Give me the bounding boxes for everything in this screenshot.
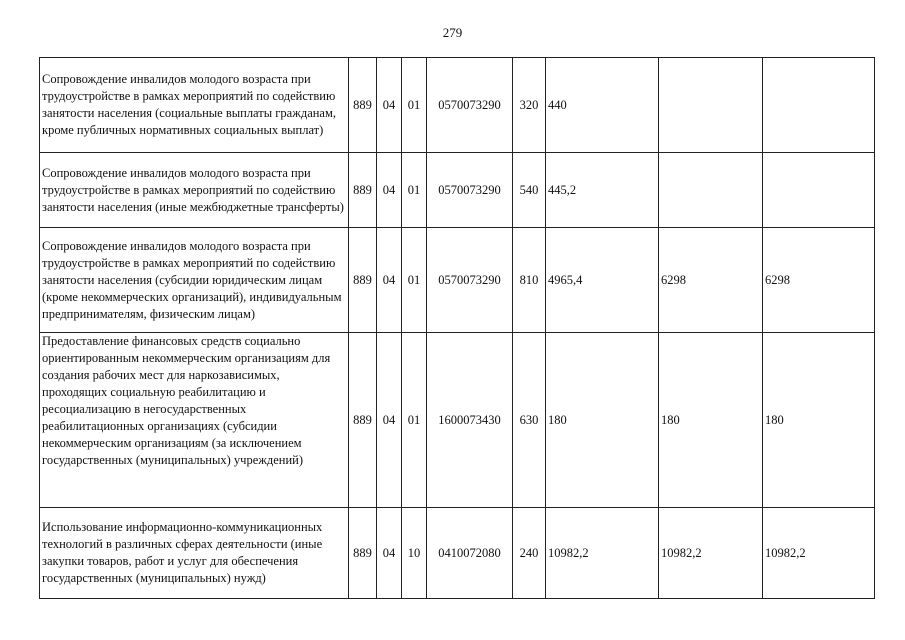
section-code: 04 — [377, 228, 402, 333]
ministry-code: 889 — [349, 153, 377, 228]
ministry-code: 889 — [349, 333, 377, 508]
row-description: Использование информационно-коммуникационных технологий в различных сферах деятельности (иные закупки товаров, работ и услуг для обеспечения государственных (муниципальных) нужд) — [40, 508, 349, 599]
target-article-code: 0570073290 — [427, 58, 513, 153]
target-article-code: 0410072080 — [427, 508, 513, 599]
amount-year-3 — [763, 58, 875, 153]
target-article-code: 0570073290 — [427, 228, 513, 333]
amount-year-2 — [659, 58, 763, 153]
section-code: 04 — [377, 58, 402, 153]
section-code: 04 — [377, 508, 402, 599]
expense-type-code: 630 — [513, 333, 546, 508]
amount-year-1: 440 — [546, 58, 659, 153]
subsection-code: 01 — [402, 228, 427, 333]
subsection-code: 10 — [402, 508, 427, 599]
amount-year-1: 180 — [546, 333, 659, 508]
amount-year-2 — [659, 153, 763, 228]
page-number: 279 — [442, 25, 463, 40]
row-description: Предоставление финансовых средств социально ориентированным некоммерческим организациям для создания рабочих мест для наркозависимых, проходящих социальную реабилитацию и ресоциализацию в негосударственных реабилитационных организациях (субсидии некоммерческим организациям (за исключением государственных (муниципальных) учреждений) — [40, 333, 349, 508]
amount-year-2: 180 — [659, 333, 763, 508]
table-row — [40, 228, 875, 333]
row-description: Сопровождение инвалидов молодого возраста при трудоустройстве в рамках мероприятий по содействию занятости населения (социальные выплаты гражданам, кроме публичных нормативных социальных выплат) — [40, 58, 349, 153]
expense-type-code: 320 — [513, 58, 546, 153]
table-row — [40, 58, 875, 153]
row-description: Сопровождение инвалидов молодого возраста при трудоустройстве в рамках мероприятий по содействию занятости населения (субсидии юридическим лицам (кроме некоммерческих организаций), индивидуальным предпринимателям, физическим лицам) — [40, 228, 349, 333]
subsection-code: 01 — [402, 333, 427, 508]
target-article-code: 0570073290 — [427, 153, 513, 228]
amount-year-2: 10982,2 — [659, 508, 763, 599]
amount-year-3: 6298 — [763, 228, 875, 333]
ministry-code: 889 — [349, 58, 377, 153]
amount-year-3: 10982,2 — [763, 508, 875, 599]
subsection-code: 01 — [402, 153, 427, 228]
subsection-code: 01 — [402, 58, 427, 153]
amount-year-1: 10982,2 — [546, 508, 659, 599]
target-article-code: 1600073430 — [427, 333, 513, 508]
section-code: 04 — [377, 333, 402, 508]
amount-year-3 — [763, 153, 875, 228]
amount-year-2: 6298 — [659, 228, 763, 333]
ministry-code: 889 — [349, 228, 377, 333]
table-row — [40, 333, 875, 508]
budget-table — [39, 57, 875, 599]
row-description: Сопровождение инвалидов молодого возраста при трудоустройстве в рамках мероприятий по содействию занятости населения (иные межбюджетные трансферты) — [40, 153, 349, 228]
ministry-code: 889 — [349, 508, 377, 599]
expense-type-code: 540 — [513, 153, 546, 228]
amount-year-1: 4965,4 — [546, 228, 659, 333]
amount-year-1: 445,2 — [546, 153, 659, 228]
amount-year-3: 180 — [763, 333, 875, 508]
expense-type-code: 810 — [513, 228, 546, 333]
section-code: 04 — [377, 153, 402, 228]
table-row — [40, 153, 875, 228]
expense-type-code: 240 — [513, 508, 546, 599]
table-row — [40, 508, 875, 599]
